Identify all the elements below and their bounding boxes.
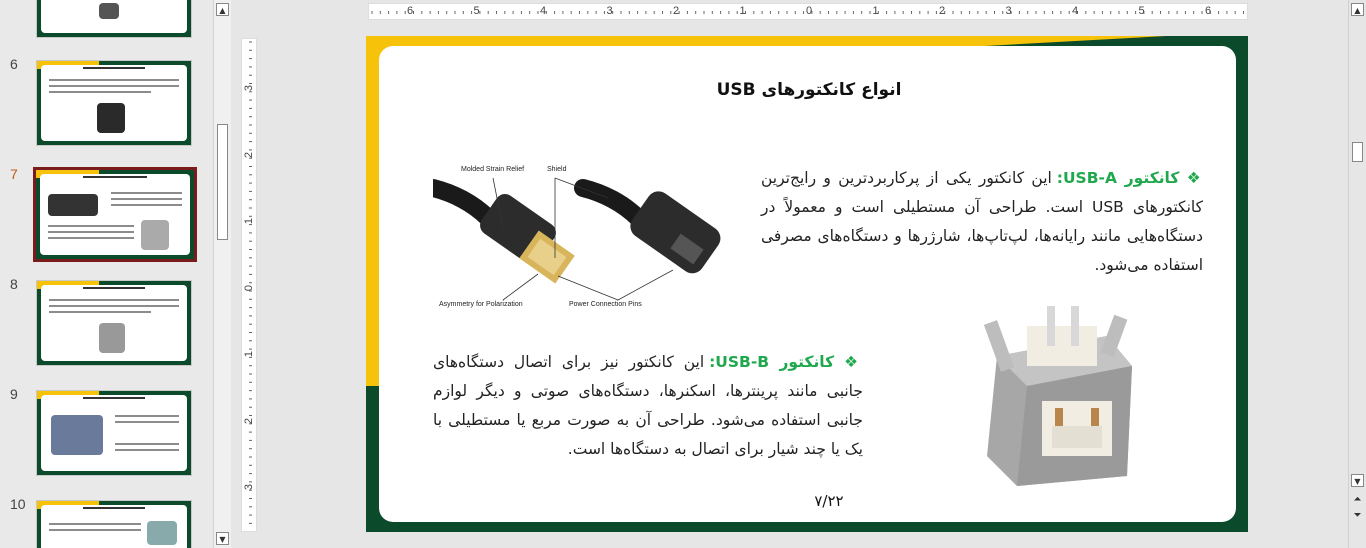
label-asymmetry: Asymmetry for Polarization: [439, 301, 523, 308]
ruler-number: 2: [243, 417, 256, 424]
scroll-thumb[interactable]: [217, 124, 228, 240]
ruler-number: 3: [1005, 5, 1012, 17]
usb-a-cable-image[interactable]: [433, 158, 723, 308]
ruler-number: 1: [243, 350, 256, 358]
vertical-ruler: [241, 38, 257, 532]
ruler-number: 3: [243, 84, 256, 92]
ruler-number: 5: [1138, 5, 1145, 17]
thumbnail-scrollbar[interactable]: [213, 0, 231, 548]
next-slide-button[interactable]: ⏷: [1353, 510, 1362, 521]
scroll-down-button[interactable]: ▼: [1351, 474, 1364, 487]
ruler-number: 2: [243, 151, 256, 158]
label-strain-relief: Molded Strain Relief: [461, 166, 525, 173]
ruler-number: 6: [407, 5, 414, 17]
page-number: ۷/۲۲: [814, 492, 844, 510]
slide-scrollbar[interactable]: [1348, 0, 1366, 548]
scroll-thumb[interactable]: [1352, 142, 1363, 162]
thumbnail-number: 6: [10, 56, 18, 72]
usb-a-paragraph[interactable]: [761, 164, 1203, 280]
ruler-number: 2: [673, 5, 680, 17]
slide-thumbnail-panel: [0, 0, 212, 548]
horizontal-ruler: [368, 3, 1248, 20]
previous-slide-button[interactable]: ⏶: [1353, 494, 1362, 505]
ruler-number: 4: [1072, 5, 1079, 17]
ruler-number: 0: [806, 5, 813, 17]
usb-a-text: این کانکتور یکی از پرکاربردترین و رایج‌ترین کانکتورهای USB است. طراحی آن مستطیلی است و معمولاً در دستگاه‌هایی مانند رایانه‌ها، لپ‌تاپ‌ها، شارژرها و دستگاه‌های مصرفی استفاده می‌شود.: [761, 169, 1203, 274]
thumbnail-number: 10: [10, 496, 26, 512]
ruler-number: 4: [540, 5, 547, 17]
usb-b-paragraph[interactable]: [433, 348, 863, 464]
usb-b-connector-image[interactable]: [957, 296, 1157, 496]
ruler-number: 1: [739, 5, 746, 17]
usb-b-heading: کانکتور USB-B:: [709, 353, 835, 371]
ruler-number: 1: [872, 5, 879, 17]
usb-b-text: این کانکتور نیز برای اتصال دستگاه‌های جانبی مانند پرینترها، اسکنرها، دستگاه‌های صوتی و دیگر لوازم جانبی استفاده می‌شود. طراحی آن به صورت مربع یا مستطیلی با یک یا چند شیار برای اتصال به دستگاه‌ها است.: [433, 353, 863, 458]
ruler-number: 0: [243, 284, 256, 291]
scroll-down-button[interactable]: ▼: [216, 532, 229, 545]
slide-thumbnail-8[interactable]: [36, 280, 192, 366]
ruler-number: 3: [606, 5, 613, 17]
ruler-number: 6: [1205, 5, 1212, 17]
ruler-number: 5: [473, 5, 480, 17]
slide-thumbnail-7-selected[interactable]: [33, 167, 197, 262]
thumbnail-number: 9: [10, 386, 18, 402]
label-power-pins: Power Connection Pins: [569, 301, 642, 308]
usb-a-heading: کانکتور USB-A:: [1056, 169, 1180, 187]
ruler-number: 3: [243, 483, 256, 491]
scroll-up-button[interactable]: ▲: [216, 3, 229, 16]
slide-thumbnail-5[interactable]: [36, 0, 192, 38]
slide-content-card: [379, 46, 1236, 522]
slide-title[interactable]: انواع کانکتورهای USB: [716, 80, 902, 100]
slide-thumbnail-10[interactable]: [36, 500, 192, 548]
slide-canvas[interactable]: [366, 36, 1248, 532]
thumbnail-number: 7: [10, 166, 18, 182]
label-shield: Shield: [547, 166, 567, 173]
ruler-number: 2: [939, 5, 946, 17]
ruler-number: 1: [243, 217, 256, 225]
yellow-accent-strip: [366, 36, 380, 386]
slide-thumbnail-6[interactable]: [36, 60, 192, 146]
scroll-up-button[interactable]: ▲: [1351, 3, 1364, 16]
thumbnail-number: 8: [10, 276, 18, 292]
bullet-icon: ❖: [1186, 169, 1203, 187]
bullet-icon: ❖: [844, 353, 863, 371]
slide-thumbnail-9[interactable]: [36, 390, 192, 476]
